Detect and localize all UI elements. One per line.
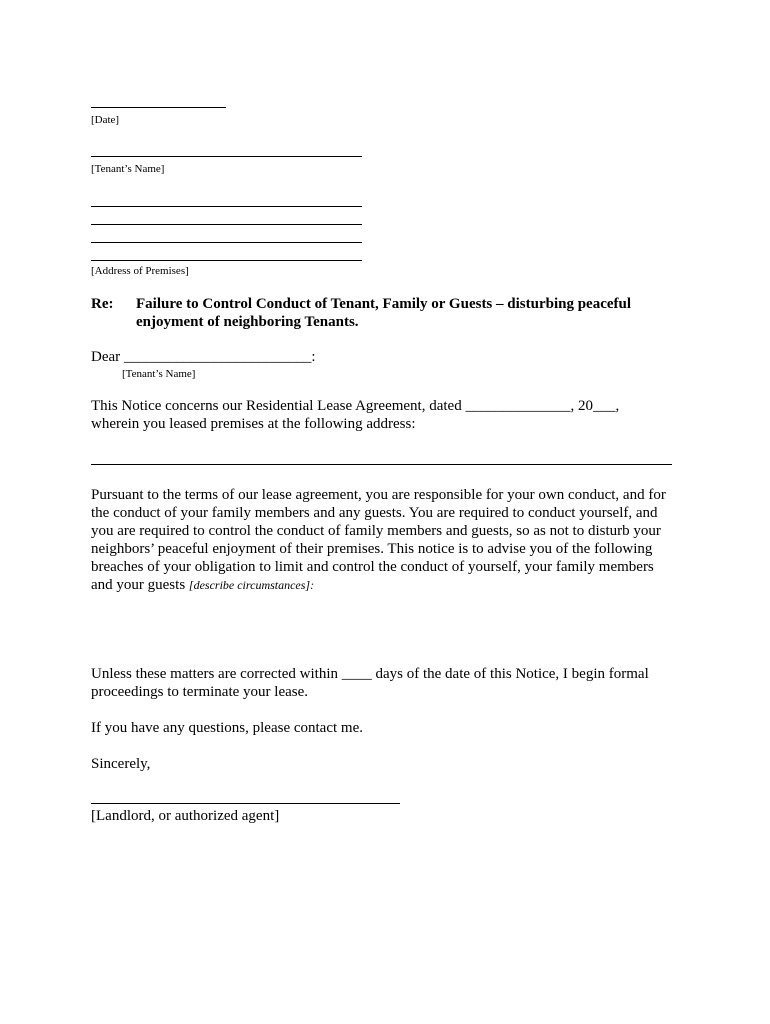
re-subject-line-2: enjoyment of neighboring Tenants. <box>136 314 359 330</box>
re-label: Re: <box>91 296 114 312</box>
signature-label: [Landlord, or authorized agent] <box>91 808 280 824</box>
re-subject <box>136 295 631 331</box>
tenant-name-label: [Tenant’s Name] <box>91 163 165 175</box>
address-blank-line-4[interactable] <box>91 260 362 261</box>
salutation: Dear _________________________: <box>91 349 316 365</box>
re-subject-line-1: Failure to Control Conduct of Tenant, Family or Guests – disturbing peaceful <box>136 296 632 312</box>
address-blank-line-3[interactable] <box>91 242 362 243</box>
pursuant-line-4: neighbors’ peaceful enjoyment of their premises. This notice is to advise you of the following <box>91 541 653 557</box>
questions-sentence: If you have any questions, please contact me. <box>91 720 363 736</box>
notice-paragraph <box>91 397 676 433</box>
address-blank-line-1[interactable] <box>91 206 362 207</box>
address-label: [Address of Premises] <box>91 265 189 277</box>
pursuant-line-6-text: and your guests <box>91 577 189 593</box>
pursuant-line-1: Pursuant to the terms of our lease agreement, you are responsible for your own conduct, and for <box>91 487 666 503</box>
pursuant-paragraph <box>91 486 676 594</box>
describe-circumstances-prompt: [describe circumstances]: <box>188 578 315 592</box>
pursuant-line-6 <box>91 576 676 594</box>
salutation-tenant-name-label: [Tenant’s Name] <box>122 368 196 380</box>
pursuant-line-2: the conduct of your family members and any guests. You are required to conduct yourself, and <box>91 505 658 521</box>
notice-line-2: wherein you leased premises at the following address: <box>91 416 416 432</box>
date-label: [Date] <box>91 114 120 126</box>
date-blank-line[interactable] <box>91 107 226 108</box>
unless-paragraph <box>91 665 676 701</box>
premises-address-blank-line[interactable] <box>91 464 672 465</box>
address-blank-line-2[interactable] <box>91 224 362 225</box>
notice-line-1: This Notice concerns our Residential Lease Agreement, dated ______________, 20___, <box>91 398 620 414</box>
pursuant-line-3: you are required to control the conduct of family members and guests, so as not to disturb your <box>91 523 661 539</box>
tenant-name-blank-line[interactable] <box>91 156 362 157</box>
pursuant-line-5: breaches of your obligation to limit and control the conduct of yourself, your family members <box>91 559 654 575</box>
closing: Sincerely, <box>91 756 151 772</box>
unless-line-2: proceedings to terminate your lease. <box>91 684 309 700</box>
signature-blank-line[interactable] <box>91 803 400 804</box>
unless-line-1: Unless these matters are corrected within ____ days of the date of this Notice, I begin formal <box>91 666 649 682</box>
